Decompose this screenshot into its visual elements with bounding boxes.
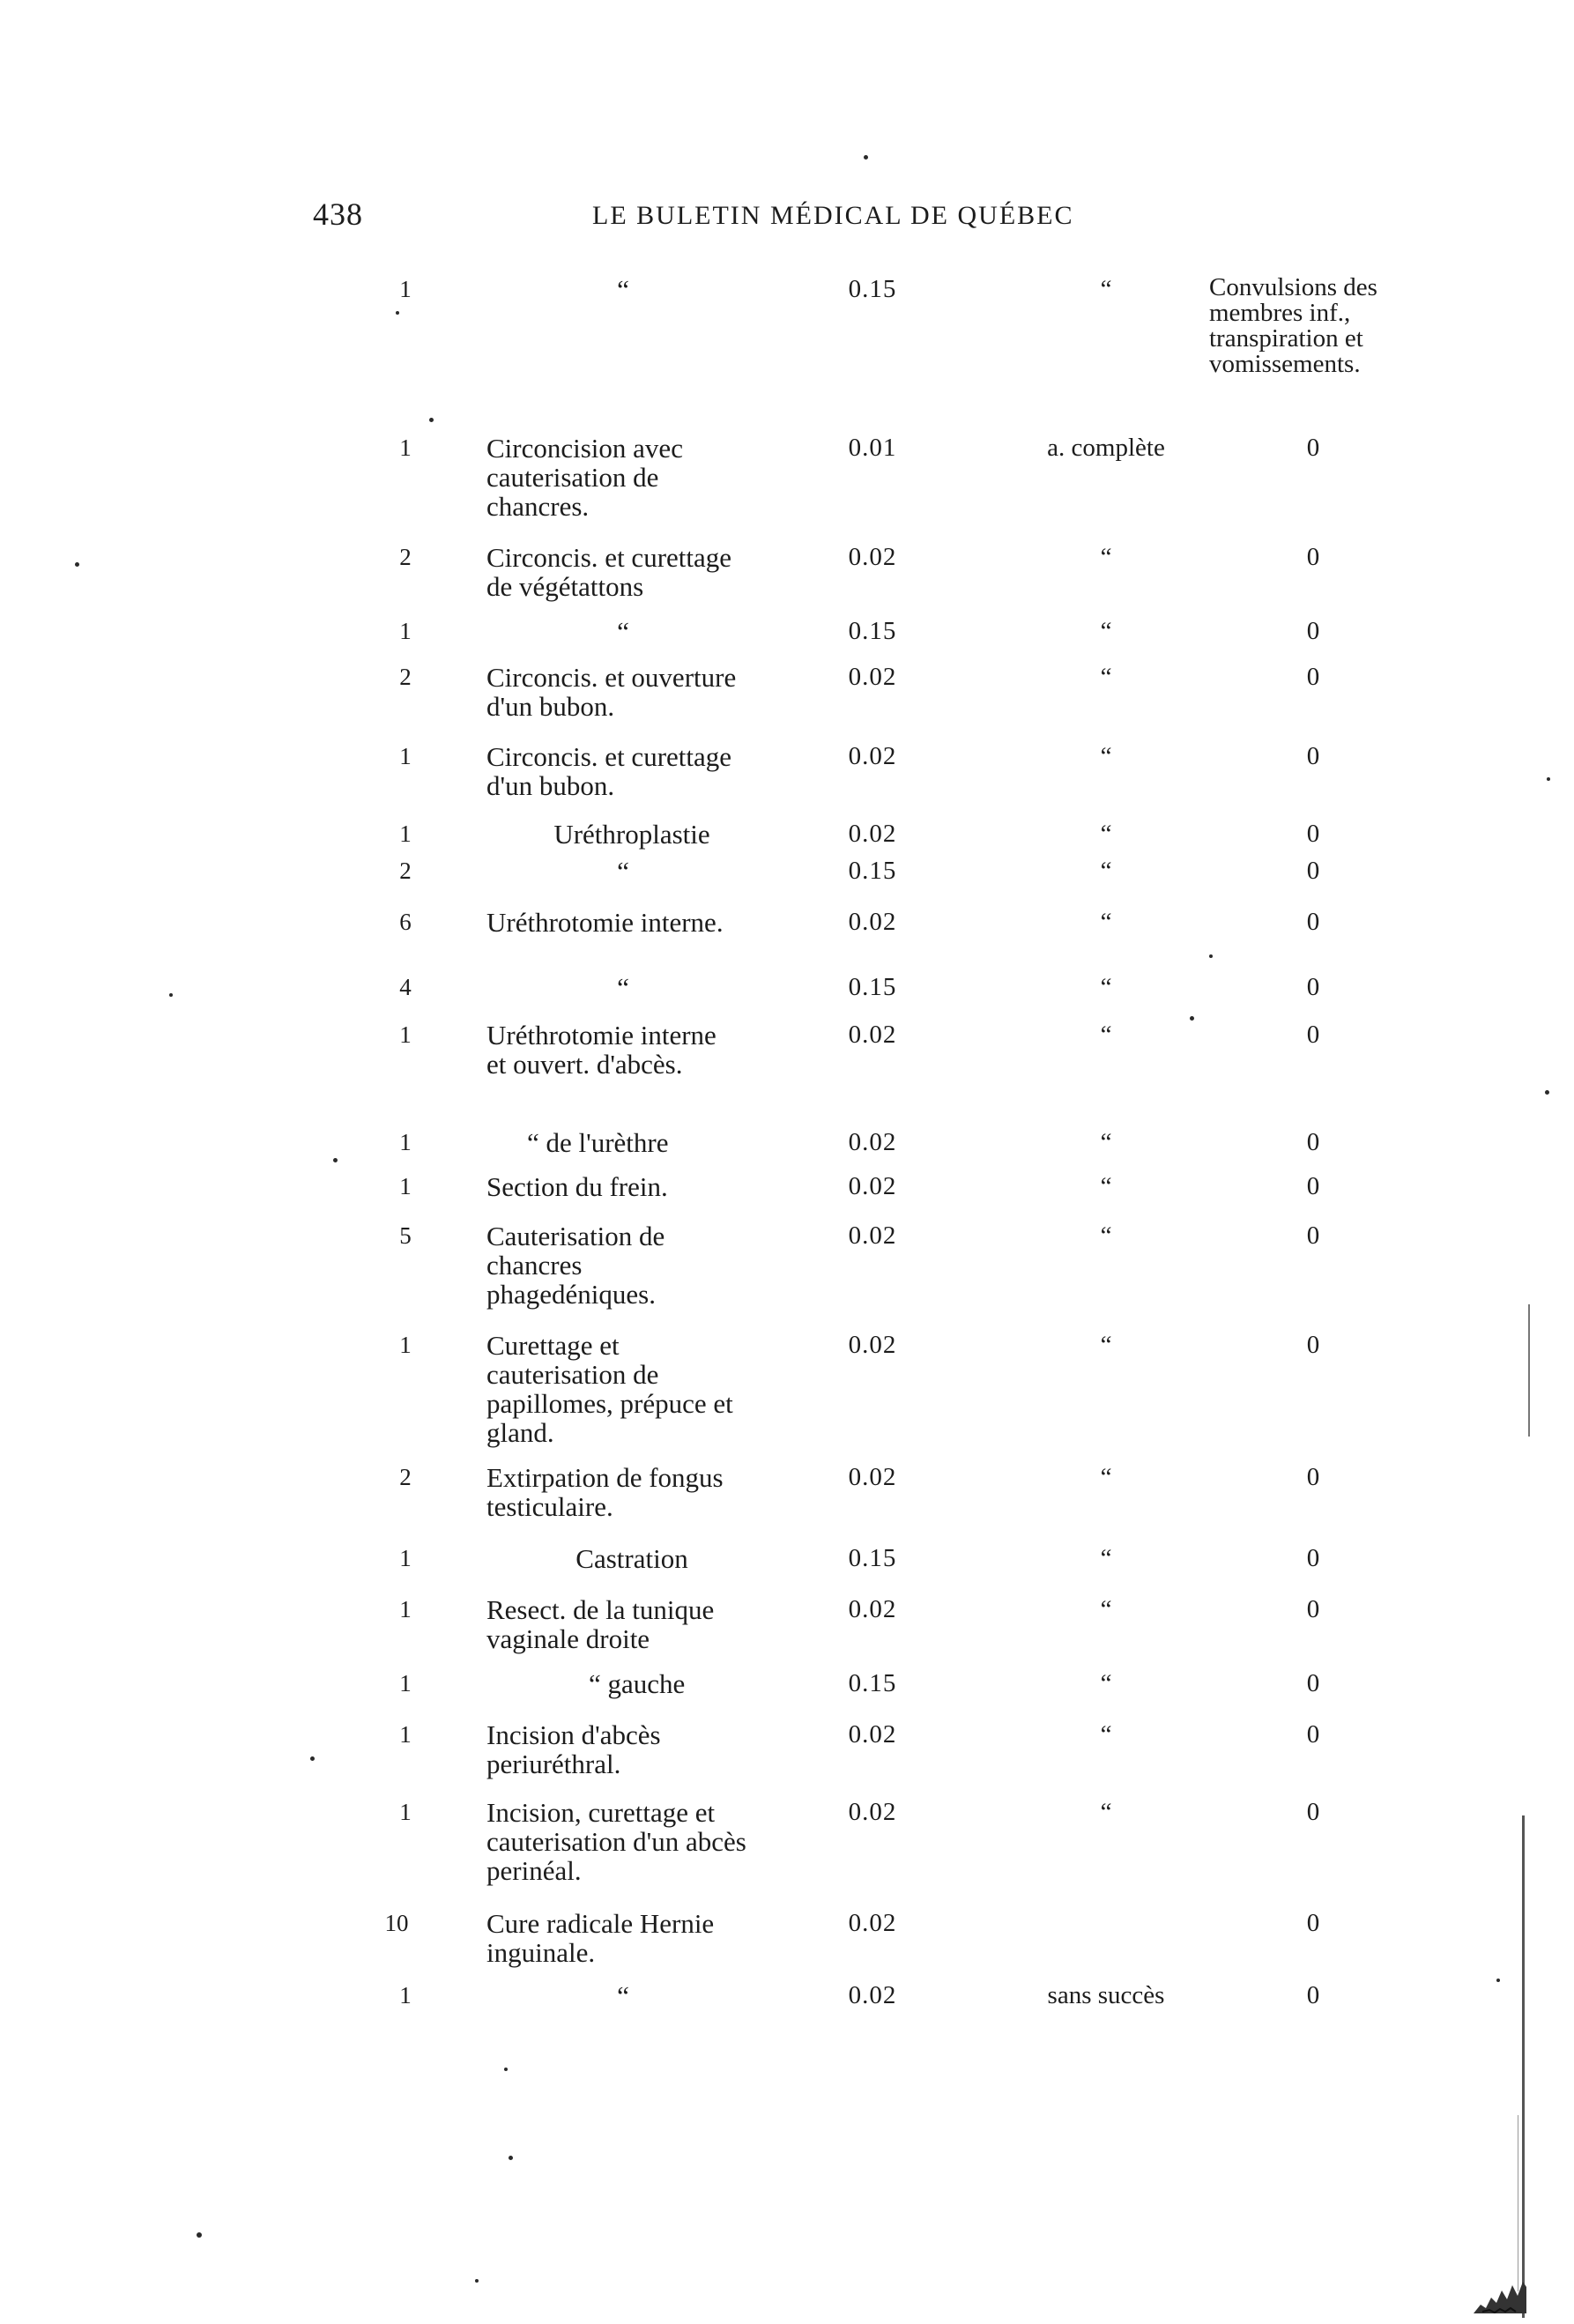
dose: 0.02 [848, 742, 897, 770]
patient-count: 1 [399, 1721, 412, 1748]
result: 0 [1306, 908, 1320, 936]
scan-speck [509, 2156, 513, 2160]
result: 0 [1306, 434, 1320, 462]
scan-speck [1209, 954, 1213, 958]
scan-speck [333, 1158, 338, 1162]
anesthesia: a. complète [1047, 434, 1165, 462]
result: 0 [1306, 1172, 1320, 1200]
result: 0 [1306, 1595, 1320, 1623]
scan-speck [396, 311, 399, 315]
dose: 0.02 [848, 1463, 897, 1491]
operation: Incision d'abcès periuréthral. [486, 1719, 661, 1779]
scan-speck [1190, 1016, 1194, 1021]
operation: Circoncis. et curettage d'un bubon. [486, 741, 732, 801]
operation: “ [617, 1980, 629, 2011]
scan-speck [169, 993, 173, 997]
scan-speck [504, 2068, 508, 2071]
anesthesia: “ [1100, 1331, 1112, 1359]
result: 0 [1306, 543, 1320, 571]
dose: 0.02 [848, 1981, 897, 2009]
operation: Curettage et cauterisation de papillomes, prépuce et gland. [486, 1330, 733, 1448]
operation: Uréthroplastie [553, 819, 710, 850]
dose: 0.02 [848, 1798, 897, 1826]
operation: “ [617, 856, 629, 887]
scan-speck [1496, 1979, 1500, 1982]
anesthesia: “ [1100, 857, 1112, 885]
scan-speck [864, 155, 868, 160]
dose: 0.15 [848, 275, 897, 303]
dose: 0.02 [848, 1128, 897, 1156]
dose: 0.02 [848, 820, 897, 848]
anesthesia: “ [1100, 908, 1112, 936]
patient-count: 1 [399, 434, 412, 461]
dose: 0.02 [848, 543, 897, 571]
patient-count: 1 [399, 1173, 412, 1199]
patient-count: 1 [399, 1670, 412, 1697]
anesthesia: “ [1100, 973, 1112, 1001]
dose: 0.02 [848, 1720, 897, 1749]
patient-count: 4 [399, 974, 412, 1000]
operation: Circoncis. et ouverture d'un bubon. [486, 662, 737, 722]
operation: Cauterisation de chancres phagedéniques. [486, 1221, 665, 1310]
scan-speck [197, 2232, 202, 2238]
dose: 0.15 [848, 617, 897, 645]
result: 0 [1306, 1221, 1320, 1250]
scan-speck [75, 562, 79, 567]
patient-count: 1 [399, 820, 412, 847]
patient-count: 1 [399, 618, 412, 644]
patient-count: 1 [399, 1021, 412, 1048]
anesthesia: “ [1100, 543, 1112, 571]
scan-speck [1545, 1090, 1549, 1095]
patient-count: 2 [399, 664, 412, 690]
result: 0 [1306, 1463, 1320, 1491]
operation: Resect. de la tunique vaginale droite [486, 1594, 715, 1654]
result: 0 [1306, 1331, 1320, 1359]
dose: 0.02 [848, 1021, 897, 1049]
running-title: LE BULETIN MÉDICAL DE QUÉBEC [592, 201, 1074, 230]
dose: 0.02 [848, 1221, 897, 1250]
patient-count: 6 [399, 909, 412, 935]
dose: 0.02 [848, 1909, 897, 1937]
operation: “ [617, 616, 629, 647]
result: 0 [1306, 1720, 1320, 1749]
patient-count: 1 [399, 1545, 412, 1571]
scan-speck [310, 1756, 315, 1761]
patient-count: 1 [399, 1332, 412, 1358]
result: 0 [1306, 742, 1320, 770]
operation: Uréthrotomie interne et ouvert. d'abcès. [486, 1020, 716, 1080]
patient-count: 2 [399, 1464, 412, 1490]
result: 0 [1306, 973, 1320, 1001]
result: 0 [1306, 663, 1320, 691]
operation: “ de l'urèthre [527, 1127, 669, 1158]
result: Convulsions des membres inf., transpiration et vomissements. [1209, 273, 1377, 378]
dose: 0.02 [848, 1595, 897, 1623]
anesthesia: “ [1100, 1595, 1112, 1623]
anesthesia: “ [1100, 1128, 1112, 1156]
anesthesia: “ [1100, 820, 1112, 848]
operation: Extirpation de fongus testiculaire. [486, 1462, 724, 1522]
anesthesia: sans succès [1047, 1981, 1165, 2009]
anesthesia: “ [1100, 663, 1112, 691]
result: 0 [1306, 1798, 1320, 1826]
result: 0 [1306, 1981, 1320, 2009]
result: 0 [1306, 1544, 1320, 1572]
dose: 0.15 [848, 973, 897, 1001]
patient-count: 1 [399, 1596, 412, 1622]
result: 0 [1306, 617, 1320, 645]
anesthesia: “ [1100, 1544, 1112, 1572]
dose: 0.02 [848, 908, 897, 936]
scan-edge-line [1528, 1304, 1530, 1437]
anesthesia: “ [1100, 1221, 1112, 1250]
anesthesia: “ [1100, 275, 1112, 303]
scan-speck [475, 2279, 479, 2283]
dose: 0.15 [848, 1544, 897, 1572]
anesthesia: “ [1100, 1720, 1112, 1749]
scan-speck [429, 418, 434, 422]
operation: Incision, curettage et cauterisation d'un abcès perinéal. [486, 1797, 746, 1886]
patient-count: 1 [399, 1129, 412, 1155]
operation: Castration [575, 1543, 688, 1574]
result: 0 [1306, 1128, 1320, 1156]
patient-count: 5 [399, 1222, 412, 1249]
anesthesia: “ [1100, 1172, 1112, 1200]
operation: “ [617, 274, 629, 305]
patient-count: 2 [399, 858, 412, 884]
anesthesia: “ [1100, 1669, 1112, 1697]
scan-speck [1547, 777, 1550, 781]
patient-count: 1 [399, 1799, 412, 1825]
dose: 0.02 [848, 663, 897, 691]
patient-count: 2 [399, 544, 412, 570]
dose: 0.15 [848, 1669, 897, 1697]
patient-count: 1 [399, 743, 412, 769]
result: 0 [1306, 1669, 1320, 1697]
scan-smudge-icon [1474, 2278, 1526, 2313]
anesthesia: “ [1100, 1463, 1112, 1491]
patient-count: 1 [399, 276, 412, 302]
operation: Cure radicale Hernie inguinale. [486, 1908, 715, 1968]
operation: “ [617, 972, 629, 1003]
anesthesia: “ [1100, 1798, 1112, 1826]
operation: Uréthrotomie interne. [486, 907, 724, 938]
scan-edge-line [1522, 1815, 1525, 2318]
result: 0 [1306, 820, 1320, 848]
patient-count: 1 [399, 1982, 412, 2008]
result: 0 [1306, 1909, 1320, 1937]
result: 0 [1306, 857, 1320, 885]
operation: Circoncis. et curettage de végétattons [486, 542, 732, 602]
page-number: 438 [313, 197, 363, 232]
dose: 0.01 [848, 434, 897, 462]
result: 0 [1306, 1021, 1320, 1049]
operation: Circoncision avec cauterisation de chancres. [486, 433, 683, 522]
patient-count: 10 [384, 1910, 409, 1936]
dose: 0.15 [848, 857, 897, 885]
operation: Section du frein. [486, 1171, 668, 1202]
operation: “ gauche [589, 1668, 686, 1699]
dose: 0.02 [848, 1172, 897, 1200]
anesthesia: “ [1100, 1021, 1112, 1049]
anesthesia: “ [1100, 742, 1112, 770]
anesthesia: “ [1100, 617, 1112, 645]
dose: 0.02 [848, 1331, 897, 1359]
